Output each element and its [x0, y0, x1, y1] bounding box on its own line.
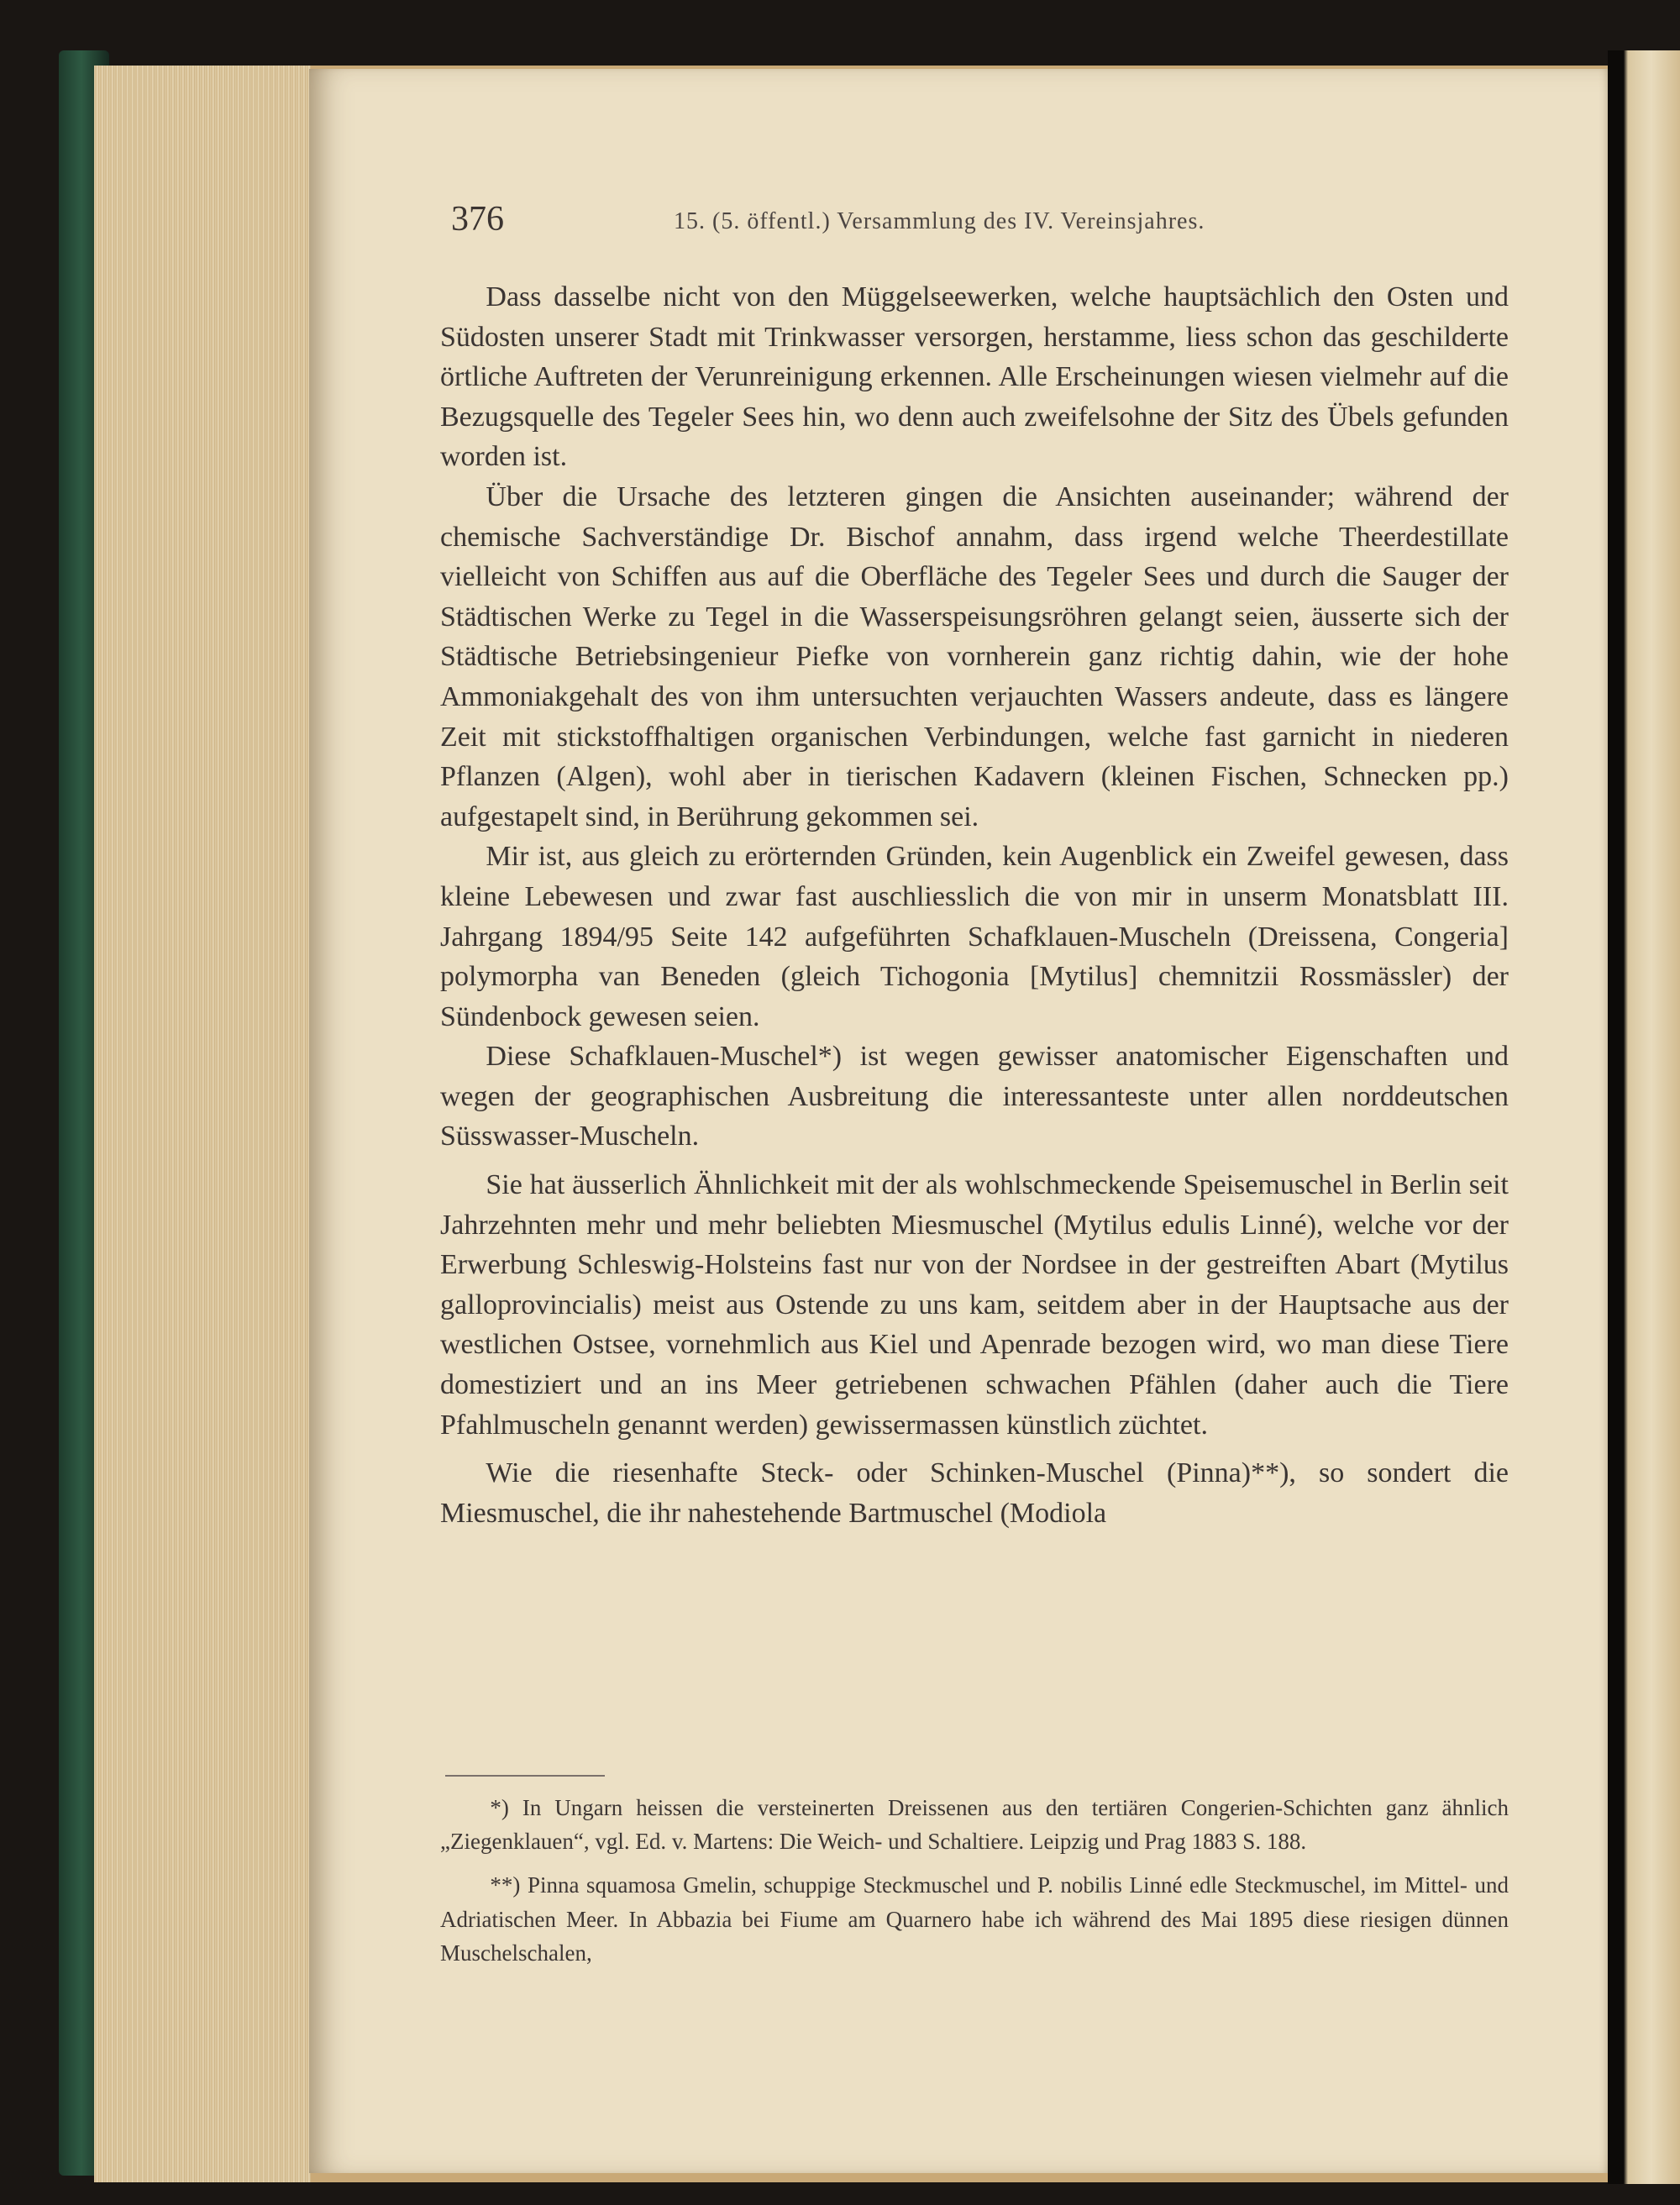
footnote: *) In Ungarn heissen die versteinerten Dreissenen aus den tertiären Congerien-Schichten ganz ähnlich „Ziegenklauen“, vgl. Ed. v. Martens: Die Weich- und Schaltiere. Leipzig und Prag 1883 S. 188. [440, 1795, 1509, 1855]
paragraph: Über die Ursache des letzteren gingen die Ansichten auseinander; während der chemische Sachverständige Dr. Bischof annahm, dass irgend welche Theerdestillate vielleicht von Schiffen aus auf die Oberfläche des Tegeler Sees und durch die Sauger der Städtischen Werke zu Tegel in die Wasserspeisungsröhren gelangt seien, äusserte sich der Städtische Betriebsingenieur Piefke von vornherein ganz richtig dahin, wie der hohe Ammoniakgehalt des von ihm untersuchten verjauchten Wassers andeute, dass es längere Zeit mit stickstoffhaltigen organischen Verbindungen, welche fast garnicht in niederen Pflanzen (Algen), wohl aber in tierischen Kadavern (kleinen Fischen, Schnecken pp.) aufgestapelt sind, in Berührung gekommen sei. [440, 480, 1509, 832]
running-head: 15. (5. öffentl.) Versammlung des IV. Vereinsjahres. [674, 208, 1205, 234]
paragraph: Wie die riesenhafte Steck- oder Schinken-Muschel (Pinna)**), so sondert die Miesmuschel, die ihr nahestehende Bartmuschel (Modiola [440, 1457, 1509, 1529]
main-text [440, 277, 1509, 1533]
paragraph: Dass dasselbe nicht von den Müggelseewerken, welche hauptsächlich den Osten und Südosten unserer Stadt mit Trinkwasser versorgen, herstamme, liess schon das geschilderte örtliche Auftreten der Verunreinigung erkennen. Alle Erscheinungen wiesen vielmehr auf die Bezugsquelle des Tegeler Sees hin, wo denn auch zweifelsohne der Sitz des Übels gefunden worden ist. [440, 281, 1509, 473]
paragraph: Diese Schafklauen-Muschel*) ist wegen gewisser anatomischer Eigenschaften und wegen der geographischen Ausbreitung die interessanteste unter allen norddeutschen Süsswasser-Muscheln. [440, 1041, 1509, 1152]
page-number: 376 [451, 200, 504, 239]
paragraph: Sie hat äusserlich Ähnlichkeit mit der als wohlschmeckende Speisemuschel in Berlin seit Jahrzehnten mehr und mehr beliebten Miesmuschel (Mytilus edulis Linné), welche vor der Erwerbung Schleswig-Holsteins fast nur von der Nordsee in der gestreiften Abart (Mytilus galloprovincialis) meist aus Ostende zu uns kam, seitdem aber in der Hauptsache aus der westlichen Ostsee, vornehmlich aus Kiel und Apenrade bezogen wird, wo man diese Tiere domestiziert und an ins Meer getriebenen schwachen Pfählen (daher auch die Tiere Pfahlmuscheln genannt werden) gewissermassen künstlich züchtet. [440, 1169, 1509, 1441]
facing-page-edge [1608, 50, 1680, 2184]
footnote: **) Pinna squamosa Gmelin, schuppige Steckmuschel und P. nobilis Linné edle Steckmuschel, im Mittel- und Adriatischen Meer. In Abbazia bei Fiume am Quarnero habe ich während des Mai 1895 diese riesigen dünnen Muschelschalen, [440, 1872, 1509, 1966]
footnote-divider [445, 1775, 605, 1777]
footnotes [440, 1791, 1509, 1970]
page-edges [94, 66, 311, 2182]
paragraph: Mir ist, aus gleich zu erörternden Gründen, kein Augenblick ein Zweifel gewesen, dass kleine Lebewesen und zwar fast auschliesslich die von mir in unserm Monatsblatt III. Jahrgang 1894/95 Seite 142 aufgeführten Schafklauen-Muscheln (Dreissena, Congeria] polymorpha van Beneden (gleich Tichogonia [Mytilus] chemnitzii Rossmässler) der Sündenbock gewesen seien. [440, 841, 1509, 1032]
